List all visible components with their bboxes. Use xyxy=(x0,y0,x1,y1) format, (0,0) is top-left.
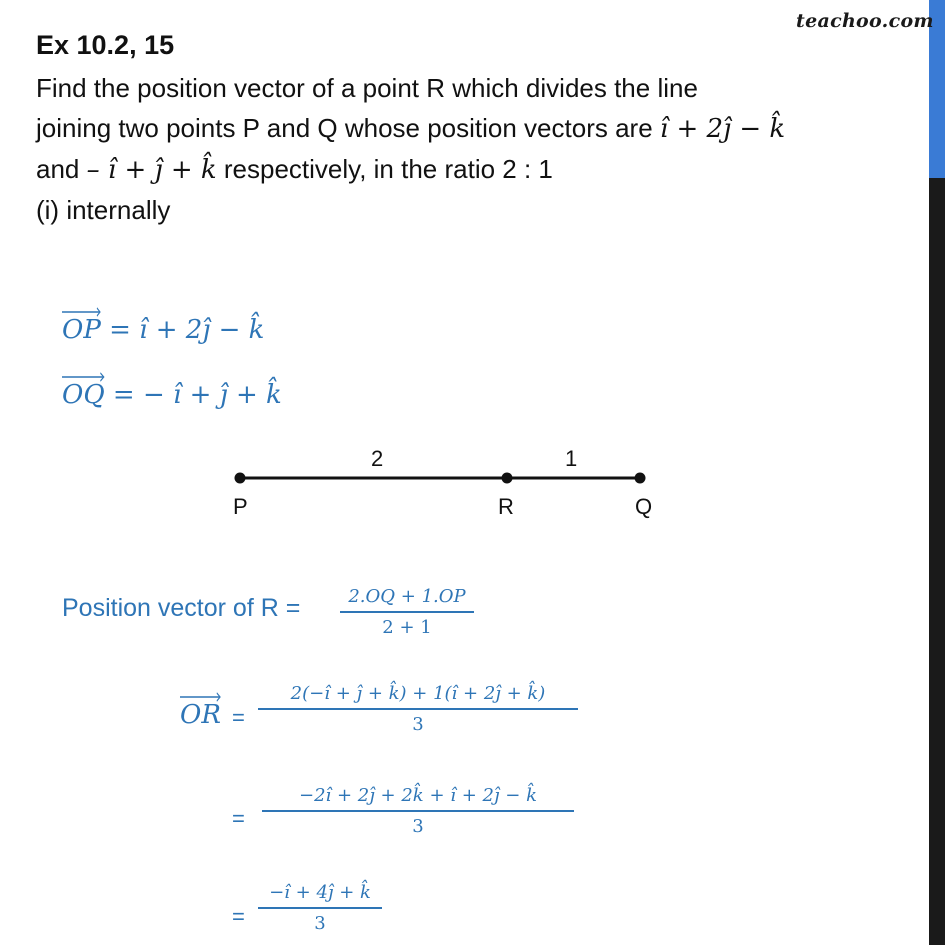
point-r-dot xyxy=(502,473,513,484)
given-op-rhs: = î + 2ĵ − k̂ xyxy=(109,315,265,345)
equals-sign: = xyxy=(232,904,245,929)
position-vector-label: Position vector of R = xyxy=(62,594,301,622)
equals-sign: = xyxy=(232,806,245,831)
point-p-dot xyxy=(235,473,246,484)
vector-or-name: OR xyxy=(180,700,221,730)
point-q-label: Q xyxy=(635,494,653,519)
fraction-denominator: 3 xyxy=(314,912,326,934)
fraction-numerator: −2î + 2ĵ + 2k̂ + î + 2ĵ − k̂ xyxy=(298,785,537,806)
fraction-denominator: 3 xyxy=(412,815,424,837)
point-r-label: R xyxy=(498,494,514,519)
question-line-3-post: respectively, in the ratio 2 : 1 xyxy=(216,154,553,184)
vector-or xyxy=(180,690,221,730)
vector-oq-name: OQ xyxy=(62,380,105,410)
step1-fraction xyxy=(258,683,578,735)
position-vector-fraction xyxy=(340,586,474,638)
fraction-numerator: 2(−î + ĵ + k̂) + 1(î + 2ĵ + k̂) xyxy=(290,683,546,704)
step2-fraction xyxy=(262,785,574,837)
given-oq-rhs: = − î + ĵ + k̂ xyxy=(112,380,282,410)
question-line-4: (i) internally xyxy=(36,195,171,225)
step3-fraction xyxy=(258,882,382,934)
point-p-label: P xyxy=(233,494,248,519)
brand-logo: teachoo.com xyxy=(796,10,934,32)
ratio-left-label: 2 xyxy=(371,446,384,471)
point-q-dot xyxy=(635,473,646,484)
fraction-denominator: 2 + 1 xyxy=(382,616,432,638)
question-line-3-pre: and xyxy=(36,154,87,184)
vector-op-name: OP xyxy=(62,315,101,345)
fraction-numerator: 2.OQ + 1.OP xyxy=(348,586,466,607)
question-line-1: Find the position vector of a point R which divides the line xyxy=(36,73,698,103)
question-vector-p: î + 2ĵ − k̂ xyxy=(659,114,786,144)
equals-sign: = xyxy=(232,705,245,730)
vector-or-equation xyxy=(180,690,221,730)
question-line-2-text: joining two points P and Q whose position vectors are xyxy=(36,113,660,143)
question-vector-q: – î + ĵ + k̂ xyxy=(86,155,217,185)
fraction-denominator: 3 xyxy=(412,713,424,735)
fraction-numerator: −î + 4ĵ + k̂ xyxy=(269,882,371,903)
ratio-right-label: 1 xyxy=(565,446,578,471)
vector-arrow-icon xyxy=(180,692,221,702)
exercise-title: Ex 10.2, 15 xyxy=(36,30,175,60)
